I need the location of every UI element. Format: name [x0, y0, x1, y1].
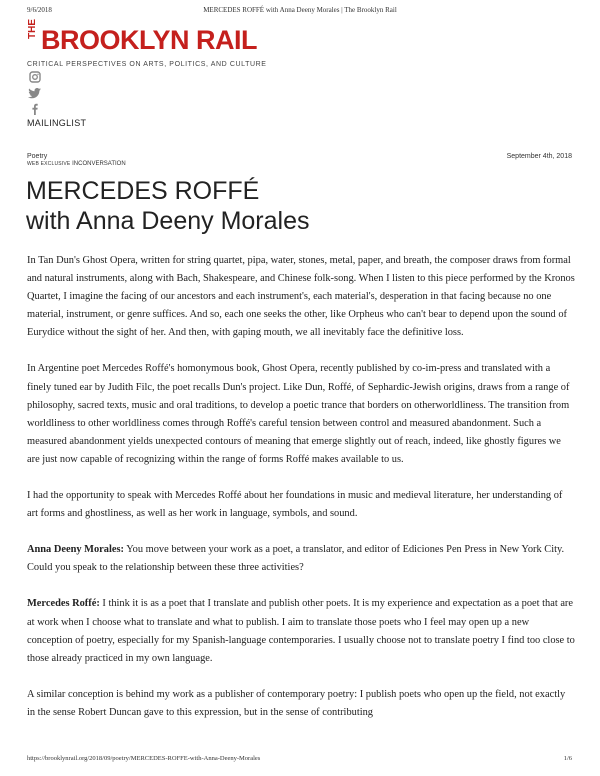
logo-the: THE — [27, 19, 38, 39]
facebook-icon[interactable] — [28, 103, 42, 115]
logo-name: BROOKLYN RAIL — [41, 25, 258, 55]
qa-paragraph — [27, 541, 575, 577]
site-tagline: CRITICAL PERSPECTIVES ON ARTS, POLITICS, AND CULTURE — [27, 61, 267, 68]
qa-text: You move between your work as a poet, a translator, and editor of Ediciones Pen Press in New York City. Could you speak to the relationship between these three activities? — [27, 544, 565, 574]
instagram-icon[interactable] — [28, 71, 42, 83]
section-labels — [27, 161, 126, 167]
paragraph: In Argentine poet Mercedes Roffé's homonymous book, Ghost Opera, recently published by co-im-press and translated with a finely tuned ear by Judith Filc, the poet recalls Dun's project. Like Dun, Roffé, of Sephardic-Jewish origins, draws from a range of philosophy, sacred texts, music and oral traditions, to develop a poetic trance that borders on otherworldliness. The transition from worldliness to other worldliness comes through Roffé's careful tension between control and measured abandonment. Such a measured abandonment yields unexpected contours of meaning that emerge slightly out of reach, indeed, like ghostly figures we are just now capable of recognizing within the range of forms Roffé makes available to us. — [27, 363, 570, 465]
qa-paragraph — [27, 595, 575, 667]
print-title: MERCEDES ROFFÉ with Anna Deeny Morales | The Brooklyn Rail — [203, 6, 397, 14]
mailinglist-link[interactable]: MAILINGLIST — [27, 118, 87, 128]
qa-text: I think it is as a poet that I translate and publish other poets. It is my experience and expectation as a poet that are at work when I choose what to translate and what to publish. I aim to translate those poets who I feel may open up a new conception of poetry, especially for my Spanish-language contemporaries. I usually choose not to translate poetry I find too close to those already practiced in my own language. — [27, 598, 575, 664]
paragraph: A similar conception is behind my work as a publisher of contemporary poetry: I publish poets who open up the field, not exactly in the sense Robert Duncan gave to this expression, but in the sense of contributing — [27, 688, 566, 718]
title-line-2: with Anna Deeny Morales — [26, 207, 310, 235]
page-number: 1/6 — [563, 755, 572, 762]
section-link[interactable]: INCONVERSATION — [72, 161, 126, 167]
print-url: https://brooklynrail.org/2018/09/poetry/MERCEDES-ROFFE-with-Anna-Deeny-Morales — [27, 755, 261, 762]
title-line-1: MERCEDES ROFFÉ — [26, 177, 260, 205]
paragraph: I had the opportunity to speak with Mercedes Roffé about her foundations in music and medieval literature, her understanding of art forms and ghostliness, as well as her work in language, symbols, and sound. — [27, 490, 563, 520]
article-title — [26, 176, 309, 236]
category-link[interactable]: Poetry — [27, 153, 48, 160]
speaker-name: Mercedes Roffé: — [27, 598, 100, 610]
twitter-icon[interactable] — [28, 87, 42, 99]
publication-date: September 4th, 2018 — [506, 153, 572, 160]
web-exclusive-label: WEB EXCLUSIVE — [27, 161, 71, 167]
article-body — [27, 252, 575, 740]
print-date: 9/6/2018 — [27, 6, 52, 14]
paragraph: In Tan Dun's Ghost Opera, written for string quartet, pipa, water, stones, metal, paper, and breath, the composer draws from formal and natural instruments, along with Bach, Shakespeare, and Chinese folk-song. When I listen to this piece performed by the Kronos Quartet, I imagine the facing of our ancestors and each instrument's, each material's, desperation in that facing because no one material, instrument, or genre suffices. And so, each one seeks the other, like Orpheus who can't bear to depend upon the sound of Eurydice without the sight of her. And then, with gaping mouth, we all inevitably face the definitive loss. — [27, 255, 575, 339]
speaker-name: Anna Deeny Morales: — [27, 544, 124, 556]
site-logo[interactable] — [27, 19, 307, 60]
